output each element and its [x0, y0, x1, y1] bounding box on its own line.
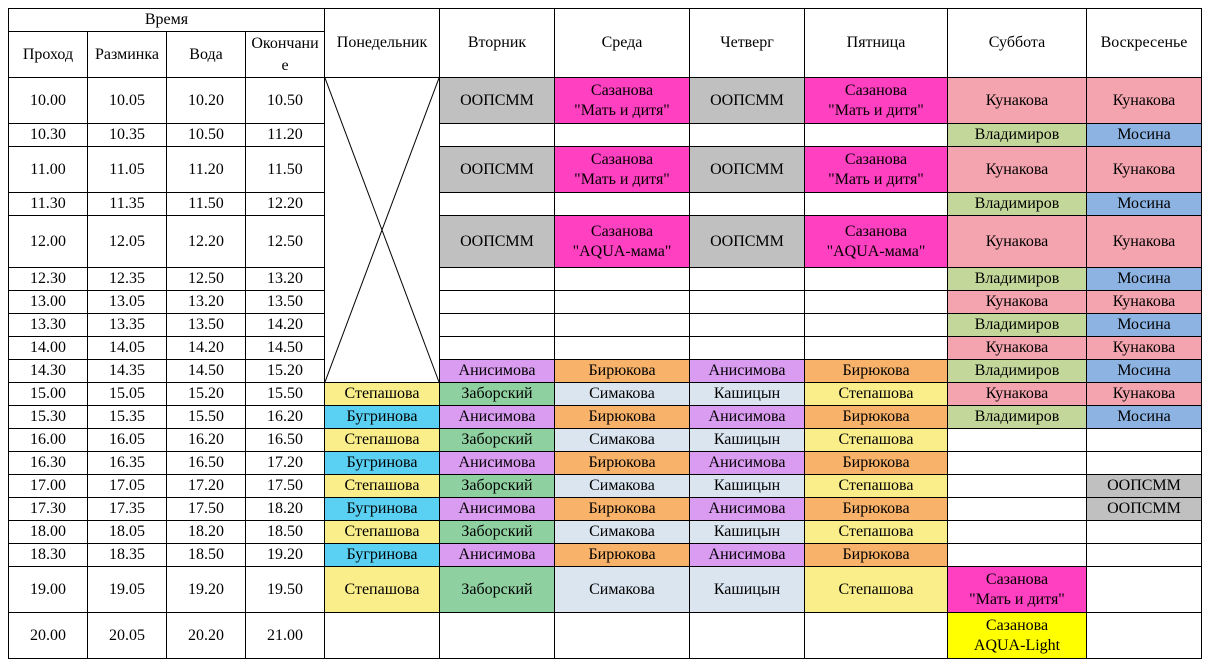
warmup-time: 19.05	[88, 567, 167, 613]
class-cell-sun	[1087, 521, 1202, 544]
warmup-time: 14.05	[88, 337, 167, 360]
class-cell-fri	[805, 337, 948, 360]
schedule-row	[9, 124, 1202, 147]
class-cell-wed	[555, 613, 690, 659]
schedule-row	[9, 406, 1202, 429]
class-cell-tue: Заборский	[440, 567, 555, 613]
schedule-row	[9, 268, 1202, 291]
day-header-fri: Пятница	[805, 9, 948, 78]
class-cell-fri: Бирюкова	[805, 406, 948, 429]
class-cell-fri	[805, 613, 948, 659]
water-time: 14.50	[167, 360, 246, 383]
class-cell-wed: Симакова	[555, 383, 690, 406]
class-cell-sat: Владимиров	[948, 268, 1087, 291]
class-cell-thu	[690, 291, 805, 314]
class-cell-sun	[1087, 452, 1202, 475]
schedule-row	[9, 193, 1202, 216]
water-time: 20.20	[167, 613, 246, 659]
col-header-water: Вода	[167, 32, 246, 78]
class-cell-wed	[555, 314, 690, 337]
class-cell-thu	[690, 193, 805, 216]
class-cell-fri: Степашова	[805, 475, 948, 498]
class-cell-fri: Степашова	[805, 429, 948, 452]
class-cell-sun: Мосина	[1087, 406, 1202, 429]
water-time: 15.20	[167, 383, 246, 406]
class-cell-thu	[690, 268, 805, 291]
entry-time: 17.00	[9, 475, 88, 498]
water-time: 13.20	[167, 291, 246, 314]
class-cell-tue: Заборский	[440, 521, 555, 544]
end-time: 12.50	[246, 216, 325, 268]
class-cell-sat: Сазанова "Мать и дитя"	[948, 567, 1087, 613]
water-time: 18.20	[167, 521, 246, 544]
day-header-sun: Воскресенье	[1087, 9, 1202, 78]
class-cell-wed: Симакова	[555, 521, 690, 544]
day-header-thu: Четверг	[690, 9, 805, 78]
class-cell-thu: ООПСММ	[690, 216, 805, 268]
water-time: 17.20	[167, 475, 246, 498]
entry-time: 13.00	[9, 291, 88, 314]
entry-time: 12.00	[9, 216, 88, 268]
warmup-time: 10.05	[88, 78, 167, 124]
schedule-row	[9, 78, 1202, 124]
water-time: 18.50	[167, 544, 246, 567]
water-time: 13.50	[167, 314, 246, 337]
class-cell-sun: Кунакова	[1087, 78, 1202, 124]
class-cell-sun: Мосина	[1087, 268, 1202, 291]
warmup-time: 10.35	[88, 124, 167, 147]
water-time: 19.20	[167, 567, 246, 613]
end-time: 13.20	[246, 268, 325, 291]
entry-time: 20.00	[9, 613, 88, 659]
schedule-container	[8, 8, 1202, 659]
class-cell-wed: Бирюкова	[555, 498, 690, 521]
warmup-time: 17.05	[88, 475, 167, 498]
schedule-row	[9, 475, 1202, 498]
end-time: 13.50	[246, 291, 325, 314]
warmup-time: 12.35	[88, 268, 167, 291]
entry-time: 18.00	[9, 521, 88, 544]
class-cell-fri: Бирюкова	[805, 544, 948, 567]
class-cell-tue: Анисимова	[440, 406, 555, 429]
col-header-end: Окончание	[246, 32, 325, 78]
class-cell-sun: ООПСММ	[1087, 475, 1202, 498]
water-time: 12.20	[167, 216, 246, 268]
class-cell-tue: ООПСММ	[440, 147, 555, 193]
water-time: 12.50	[167, 268, 246, 291]
schedule-row	[9, 567, 1202, 613]
class-cell-wed	[555, 291, 690, 314]
class-cell-tue	[440, 291, 555, 314]
schedule-row	[9, 314, 1202, 337]
class-cell-thu: Анисимова	[690, 406, 805, 429]
class-cell-sun: Кунакова	[1087, 337, 1202, 360]
warmup-time: 14.35	[88, 360, 167, 383]
schedule-row	[9, 360, 1202, 383]
class-cell-thu: Анисимова	[690, 544, 805, 567]
warmup-time: 15.05	[88, 383, 167, 406]
water-time: 16.20	[167, 429, 246, 452]
warmup-time: 20.05	[88, 613, 167, 659]
class-cell-sat	[948, 429, 1087, 452]
class-cell-fri: Степашова	[805, 567, 948, 613]
warmup-time: 11.05	[88, 147, 167, 193]
end-time: 14.50	[246, 337, 325, 360]
entry-time: 17.30	[9, 498, 88, 521]
header-row-top	[9, 9, 1202, 32]
class-cell-sun: ООПСММ	[1087, 498, 1202, 521]
warmup-time: 16.35	[88, 452, 167, 475]
entry-time: 16.30	[9, 452, 88, 475]
class-cell-sat: Кунакова	[948, 147, 1087, 193]
entry-time: 10.00	[9, 78, 88, 124]
class-cell-tue	[440, 314, 555, 337]
end-time: 15.20	[246, 360, 325, 383]
class-cell-thu: Кашицын	[690, 475, 805, 498]
class-cell-sun	[1087, 613, 1202, 659]
schedule-body	[9, 78, 1202, 659]
class-cell-thu	[690, 314, 805, 337]
class-cell-thu	[690, 124, 805, 147]
warmup-time: 18.05	[88, 521, 167, 544]
class-cell-mon: Бугринова	[325, 498, 440, 521]
class-cell-sat: Владимиров	[948, 406, 1087, 429]
schedule-row	[9, 147, 1202, 193]
class-cell-thu: Анисимова	[690, 498, 805, 521]
class-cell-sat: Владимиров	[948, 124, 1087, 147]
warmup-time: 17.35	[88, 498, 167, 521]
water-time: 10.20	[167, 78, 246, 124]
entry-time: 14.00	[9, 337, 88, 360]
class-cell-tue: Анисимова	[440, 544, 555, 567]
schedule-row	[9, 498, 1202, 521]
class-cell-tue	[440, 268, 555, 291]
day-header-wed: Среда	[555, 9, 690, 78]
class-cell-sun: Кунакова	[1087, 383, 1202, 406]
warmup-time: 13.05	[88, 291, 167, 314]
end-time: 19.50	[246, 567, 325, 613]
class-cell-sat: Кунакова	[948, 383, 1087, 406]
end-time: 14.20	[246, 314, 325, 337]
cross-out-icon	[325, 78, 439, 382]
class-cell-wed: Сазанова "Мать и дитя"	[555, 147, 690, 193]
end-time: 18.50	[246, 521, 325, 544]
class-cell-fri: Бирюкова	[805, 498, 948, 521]
day-header-mon: Понедельник	[325, 9, 440, 78]
class-cell-wed: Бирюкова	[555, 544, 690, 567]
end-time: 10.50	[246, 78, 325, 124]
class-cell-sun: Мосина	[1087, 193, 1202, 216]
entry-time: 11.00	[9, 147, 88, 193]
class-cell-wed: Сазанова "Мать и дитя"	[555, 78, 690, 124]
class-cell-mon: Степашова	[325, 521, 440, 544]
water-time: 15.50	[167, 406, 246, 429]
class-cell-thu: ООПСММ	[690, 147, 805, 193]
end-time: 11.20	[246, 124, 325, 147]
water-time: 17.50	[167, 498, 246, 521]
class-cell-thu: Анисимова	[690, 360, 805, 383]
class-cell-tue	[440, 124, 555, 147]
entry-time: 19.00	[9, 567, 88, 613]
class-cell-tue: ООПСММ	[440, 78, 555, 124]
class-cell-sun: Мосина	[1087, 124, 1202, 147]
class-cell-mon: Бугринова	[325, 452, 440, 475]
warmup-time: 15.35	[88, 406, 167, 429]
end-time: 17.50	[246, 475, 325, 498]
schedule-row	[9, 452, 1202, 475]
warmup-time: 11.35	[88, 193, 167, 216]
class-cell-mon: Степашова	[325, 429, 440, 452]
entry-time: 14.30	[9, 360, 88, 383]
class-cell-thu: Анисимова	[690, 452, 805, 475]
class-cell-mon: Степашова	[325, 383, 440, 406]
class-cell-thu: Кашицын	[690, 383, 805, 406]
class-cell-sat: Кунакова	[948, 216, 1087, 268]
class-cell-fri: Сазанова "Мать и дитя"	[805, 78, 948, 124]
class-cell-fri	[805, 193, 948, 216]
class-cell-thu: Кашицын	[690, 567, 805, 613]
class-cell-fri: Степашова	[805, 521, 948, 544]
class-cell-sat	[948, 521, 1087, 544]
schedule-row	[9, 291, 1202, 314]
entry-time: 15.30	[9, 406, 88, 429]
class-cell-tue: Анисимова	[440, 360, 555, 383]
class-cell-sat	[948, 452, 1087, 475]
class-cell-sun: Кунакова	[1087, 216, 1202, 268]
class-cell-mon: Степашова	[325, 475, 440, 498]
entry-time: 18.30	[9, 544, 88, 567]
class-cell-fri	[805, 291, 948, 314]
class-cell-fri: Бирюкова	[805, 452, 948, 475]
class-cell-sat: Владимиров	[948, 314, 1087, 337]
class-cell-sat: Владимиров	[948, 193, 1087, 216]
class-cell-sat	[948, 475, 1087, 498]
class-cell-fri	[805, 268, 948, 291]
schedule-row	[9, 383, 1202, 406]
class-cell-sat	[948, 498, 1087, 521]
class-cell-thu: ООПСММ	[690, 78, 805, 124]
monday-no-class-cross	[325, 78, 440, 383]
schedule-row	[9, 216, 1202, 268]
class-cell-mon: Бугринова	[325, 406, 440, 429]
class-cell-tue	[440, 613, 555, 659]
end-time: 16.20	[246, 406, 325, 429]
entry-time: 11.30	[9, 193, 88, 216]
class-cell-wed	[555, 193, 690, 216]
col-header-warmup: Разминка	[88, 32, 167, 78]
class-cell-tue: Анисимова	[440, 498, 555, 521]
class-cell-wed: Симакова	[555, 475, 690, 498]
class-cell-fri: Бирюкова	[805, 360, 948, 383]
end-time: 16.50	[246, 429, 325, 452]
class-cell-fri: Степашова	[805, 383, 948, 406]
class-cell-wed: Бирюкова	[555, 406, 690, 429]
class-cell-fri: Сазанова "AQUA-мама"	[805, 216, 948, 268]
class-cell-sat: Владимиров	[948, 360, 1087, 383]
class-cell-wed: Сазанова "AQUA-мама"	[555, 216, 690, 268]
class-cell-sun	[1087, 429, 1202, 452]
class-cell-tue	[440, 337, 555, 360]
class-cell-wed: Бирюкова	[555, 360, 690, 383]
class-cell-wed	[555, 268, 690, 291]
warmup-time: 12.05	[88, 216, 167, 268]
class-cell-wed: Симакова	[555, 429, 690, 452]
class-cell-tue: Анисимова	[440, 452, 555, 475]
pool-schedule-table	[8, 8, 1202, 659]
water-time: 16.50	[167, 452, 246, 475]
class-cell-wed	[555, 124, 690, 147]
class-cell-tue: Заборский	[440, 475, 555, 498]
class-cell-wed: Симакова	[555, 567, 690, 613]
class-cell-sat	[948, 544, 1087, 567]
end-time: 18.20	[246, 498, 325, 521]
water-time: 11.20	[167, 147, 246, 193]
schedule-row	[9, 521, 1202, 544]
class-cell-mon	[325, 613, 440, 659]
class-cell-tue: Заборский	[440, 429, 555, 452]
entry-time: 13.30	[9, 314, 88, 337]
class-cell-sun: Мосина	[1087, 360, 1202, 383]
class-cell-fri	[805, 314, 948, 337]
end-time: 21.00	[246, 613, 325, 659]
entry-time: 15.00	[9, 383, 88, 406]
class-cell-sun: Кунакова	[1087, 291, 1202, 314]
water-time: 10.50	[167, 124, 246, 147]
schedule-row	[9, 613, 1202, 659]
class-cell-tue: ООПСММ	[440, 216, 555, 268]
water-time: 11.50	[167, 193, 246, 216]
class-cell-wed: Бирюкова	[555, 452, 690, 475]
class-cell-fri: Сазанова "Мать и дитя"	[805, 147, 948, 193]
class-cell-sun	[1087, 544, 1202, 567]
schedule-row	[9, 544, 1202, 567]
col-header-entry: Проход	[9, 32, 88, 78]
class-cell-sat: Сазанова AQUA-Light	[948, 613, 1087, 659]
end-time: 11.50	[246, 147, 325, 193]
day-header-tue: Вторник	[440, 9, 555, 78]
class-cell-sun: Мосина	[1087, 314, 1202, 337]
class-cell-mon: Бугринова	[325, 544, 440, 567]
class-cell-sat: Кунакова	[948, 337, 1087, 360]
entry-time: 12.30	[9, 268, 88, 291]
class-cell-thu: Кашицын	[690, 521, 805, 544]
warmup-time: 13.35	[88, 314, 167, 337]
end-time: 15.50	[246, 383, 325, 406]
end-time: 12.20	[246, 193, 325, 216]
schedule-row	[9, 337, 1202, 360]
time-group-header: Время	[9, 9, 325, 32]
entry-time: 16.00	[9, 429, 88, 452]
water-time: 14.20	[167, 337, 246, 360]
class-cell-sat: Кунакова	[948, 291, 1087, 314]
class-cell-wed	[555, 337, 690, 360]
class-cell-sun	[1087, 567, 1202, 613]
class-cell-tue: Заборский	[440, 383, 555, 406]
end-time: 19.20	[246, 544, 325, 567]
class-cell-thu	[690, 613, 805, 659]
class-cell-tue	[440, 193, 555, 216]
schedule-row	[9, 429, 1202, 452]
class-cell-thu: Кашицын	[690, 429, 805, 452]
class-cell-mon: Степашова	[325, 567, 440, 613]
warmup-time: 18.35	[88, 544, 167, 567]
class-cell-thu	[690, 337, 805, 360]
end-time: 17.20	[246, 452, 325, 475]
class-cell-fri	[805, 124, 948, 147]
entry-time: 10.30	[9, 124, 88, 147]
class-cell-sat: Кунакова	[948, 78, 1087, 124]
class-cell-sun: Кунакова	[1087, 147, 1202, 193]
day-header-sat: Суббота	[948, 9, 1087, 78]
warmup-time: 16.05	[88, 429, 167, 452]
